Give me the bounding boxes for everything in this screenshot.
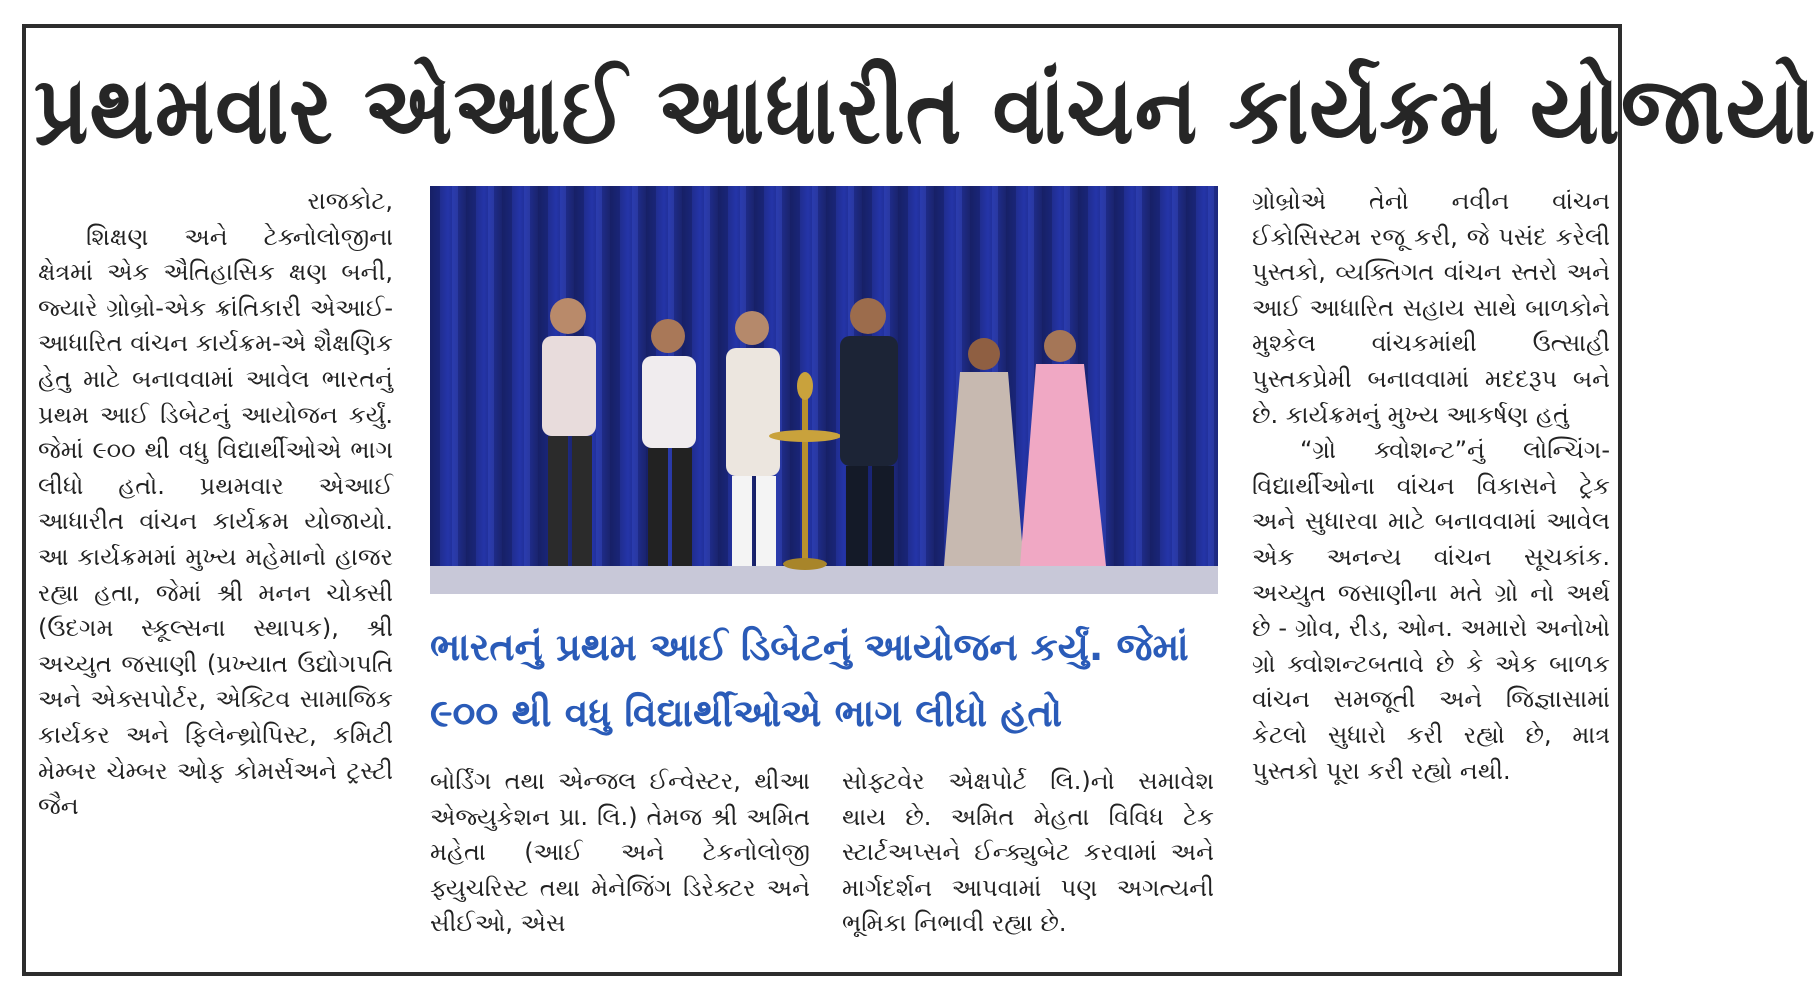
subheadline-line-1: ભારતનું પ્રથમ આઈ ડિબેટનું આયોજન કર્યું. જેમાં bbox=[430, 625, 1189, 669]
middle-column-b-text: સોફ્ટવેર એક્ષપોર્ટ લિ.)નો સમાવેશ થાય છે. અમિત મેહતા વિવિધ ટેક સ્ટાર્ટઅપ્સને ઈન્ક્યુબેટ કરવામાં અને માર્ગદર્શન આપવામાં પણ અગત્યની ભૂમિકા નિભાવી રહ્યા છે. bbox=[842, 767, 1214, 938]
left-column-text: શિક્ષણ અને ટેક્નોલોજીના ક્ષેત્રમાં એક ઐતિહાસિક ક્ષણ બની, જ્યારે ગ્રોબ્રો-એક ક્રાંતિકારી એઆઈ-આધારિત વાંચન કાર્યક્રમ-એ શૈક્ષણિક હેતુ માટે બનાવવામાં આવેલ ભારતનું પ્રથમ આઈ ડિબેટનું આયોજન કર્યું. જેમાં ૯૦૦ થી વધુ વિદ્યાર્થીઓએ ભાગ લીધો હતો. પ્રથમવાર એઆઈ આધારીત વાંચન કાર્યક્રમ યોજાયો. આ કાર્યક્રમમાં મુખ્ય મહેમાનો હાજર રહ્યા હતા, જેમાં શ્રી મનન ચોક્સી (ઉદગમ સ્કૂલ્સના સ્થાપક), શ્રી અચ્યુત જસાણી (પ્રખ્યાત ઉદ્યોગપતિ અને એક્સપોર્ટર, એક્ટિવ સામાજિક કાર્યકર અને ફિલેન્થ્રોપિસ્ટ, કમિટી મેમ્બર ચેમ્બર ઓફ કોમર્સઅને ટ્રસ્ટી જૈન bbox=[38, 222, 393, 821]
event-photo bbox=[430, 186, 1218, 594]
middle-column-a bbox=[430, 764, 810, 964]
subheadline bbox=[430, 614, 1218, 746]
right-column-para-1: ગ્રોબ્રોએ તેનો નવીન વાંચન ઈકોસિસ્ટમ રજૂ કરી, જે પસંદ કરેલી પુસ્તકો, વ્યક્તિગત વાંચન સ્તરો અને આઈ આધારિત સહાય સાથે બાળકોને મુશ્કેલ વાંચકમાંથી ઉત્સાહી પુસ્તકપ્રેમી બનાવવામાં મદદરૂપ બને છે. કાર્યક્રમનું મુખ્ય આકર્ષણ હતું bbox=[1252, 187, 1610, 429]
middle-column-b bbox=[842, 764, 1214, 964]
right-column bbox=[1252, 184, 1610, 964]
headline: પ્રથમવાર એઆઈ આધારીત વાંચન કાર્યક્રમ યોજાયો bbox=[34, 55, 1817, 165]
subheadline-line-2: ૯૦૦ થી વધુ વિદ્યાર્થીઓએ ભાગ લીધો હતો bbox=[430, 691, 1063, 735]
left-column bbox=[38, 184, 393, 964]
dateline: રાજકોટ, bbox=[307, 187, 393, 215]
stage-floor bbox=[430, 566, 1218, 594]
middle-column-a-text: બોર્ડિંગ તથા એન્જલ ઈન્વેસ્ટર, થીઆ એજ્યુકેશન પ્રા. લિ.) તેમજ શ્રી અમિત મહેતા (આઈ અને ટેકનોલોજી ફ્યુચરિસ્ટ તથા મેનેજિંગ ડિરેક્ટર અને સીઈઓ, એસ bbox=[430, 767, 810, 938]
right-column-para-2: “ગ્રો ક્વોશન્ટ”નું લોન્ચિંગ-વિદ્યાર્થીઓના વાંચન વિકાસને ટ્રેક અને સુધારવા માટે બનાવવામાં આવેલ એક અનન્ય વાંચન સૂચકાંક. અચ્યુત જસાણીના મતે ગ્રો નો અર્થ છે - ગ્રોવ, રીડ, ઓન. અમારો અનોખો ગ્રો ક્વોશન્ટબતાવે છે કે એક બાળક વાંચન સમજૂતી અને જિજ્ઞાસામાં કેટલો સુધારો કરી રહ્યો છે, માત્ર પુસ્તકો પૂરા કરી રહ્યો નથી. bbox=[1252, 436, 1610, 785]
